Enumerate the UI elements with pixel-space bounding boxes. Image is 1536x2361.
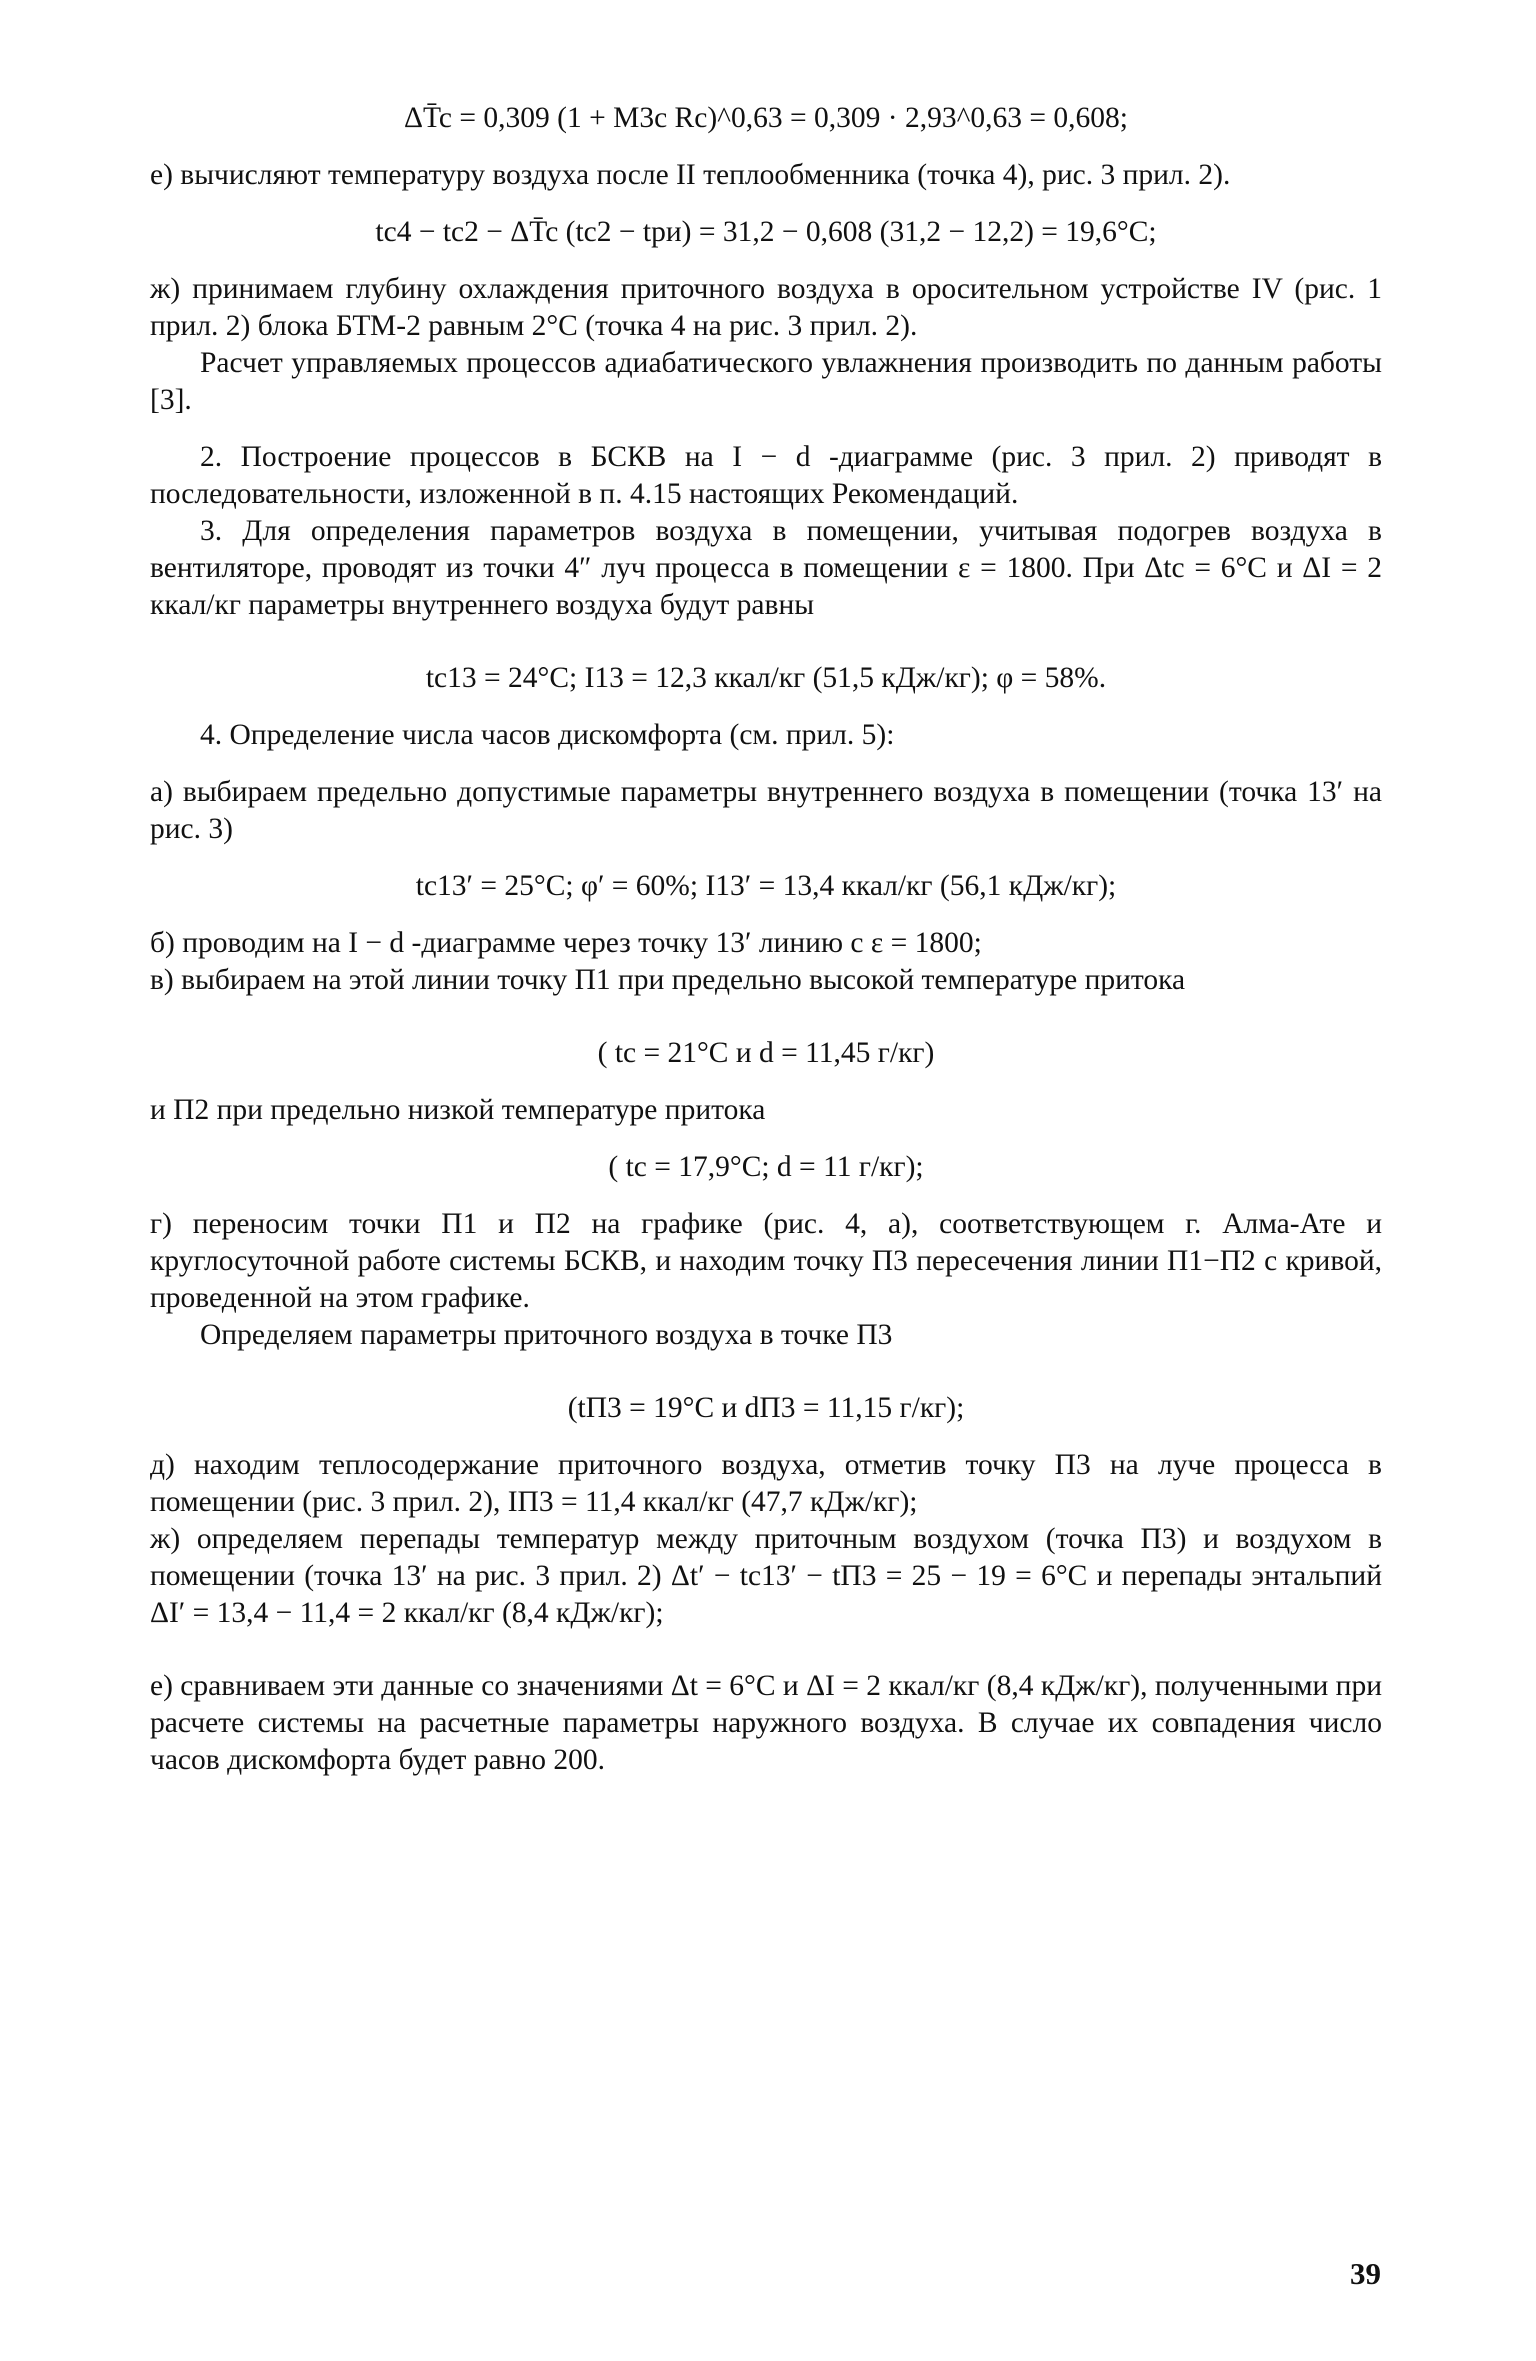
formula-p2: ( tc = 17,9°С; d = 11 г/кг);: [608, 1151, 924, 1183]
step-e-text: е) вычисляют температуру воздуха после II теплообменника (точка 4), рис. 3 прил. 2).: [150, 159, 1231, 191]
step-zh2-text: ж) определяем перепады температур между приточным воздухом (точка П3) и воздухом в помещении (точка 13′ на рис. 3 прил. 2) Δt′ − tc13′ − tП3 = 25 − 19 = 6°С и перепады энтальпий ΔI′ = 13,4 − 11,4 = 2 ккал/кг (8,4 кДж/кг);: [150, 1523, 1382, 1629]
section-4-heading: 4. Определение числа часов дискомфорта (см. прил. 5):: [200, 719, 895, 751]
adiabatic-text: Расчет управляемых процессов адиабатического увлажнения производить по данным работы [3].: [150, 347, 1382, 416]
step-a-text: а) выбираем предельно допустимые параметры внутреннего воздуха в помещении (точка 13′ на рис. 3): [150, 776, 1382, 845]
p3-params-text: Определяем параметры приточного воздуха в точке П3: [200, 1319, 893, 1351]
formula-p1: ( tc = 21°С и d = 11,45 г/кг): [597, 1037, 935, 1069]
page-number: 39: [1350, 2256, 1381, 2291]
step-v-text: в) выбираем на этой линии точку П1 при предельно высокой температуре притока: [150, 964, 1186, 996]
formula-room-params: tc13 = 24°С; I13 = 12,3 ккал/кг (51,5 кДж/кг); φ = 58%.: [425, 662, 1107, 694]
formula-point-13: tc13′ = 25°С; φ′ = 60%; I13′ = 13,4 ккал/кг (56,1 кДж/кг);: [415, 870, 1117, 902]
step-zh-text: ж) принимаем глубину охлаждения приточного воздуха в оросительном устройстве IV (рис. 1 прил. 2) блока БТМ-2 равным 2°С (точка 4 на рис. 3 прил. 2).: [150, 273, 1382, 342]
step-g-text: г) переносим точки П1 и П2 на графике (рис. 4, а), соответствующем г. Алма-Ате и круглосуточной работе системы БСКВ, и находим точку П3 пересечения линии П1−П2 с кривой, проведенной на этом графике.: [150, 1208, 1382, 1314]
step-e2-text: е) сравниваем эти данные со значениями Δt = 6°С и ΔI = 2 ккал/кг (8,4 кДж/кг), полученными при расчете системы на расчетные параметры наружного воздуха. В случае их совпадения число часов дискомфорта будет равно 200.: [150, 1670, 1382, 1776]
step-d-text: д) находим теплосодержание приточного воздуха, отметив точку П3 на луче процесса в помещении (рис. 3 прил. 2), IП3 = 11,4 ккал/кг (47,7 кДж/кг);: [150, 1449, 1382, 1518]
p2-text: и П2 при предельно низкой температуре притока: [150, 1094, 766, 1126]
formula-tc4: tc4 − tc2 − ΔT̄c (tc2 − tри) = 31,2 − 0,608 (31,2 − 12,2) = 19,6°С;: [375, 216, 1157, 248]
page-body: [150, 100, 1382, 1779]
section-3-text: 3. Для определения параметров воздуха в помещении, учитывая подогрев воздуха в вентиляторе, проводят из точки 4″ луч процесса в помещении ε = 1800. При Δtc = 6°С и ΔI = 2 ккал/кг параметры внутреннего воздуха будут равны: [150, 515, 1382, 621]
formula-p3: (tП3 = 19°С и dП3 = 11,15 г/кг);: [567, 1392, 965, 1424]
section-2-text: 2. Построение процессов в БСКВ на I − d -диаграмме (рис. 3 прил. 2) приводят в последовательности, изложенной в п. 4.15 настоящих Рекомендаций.: [150, 441, 1382, 510]
step-b-text: б) проводим на I − d -диаграмме через точку 13′ линию с ε = 1800;: [150, 927, 982, 959]
formula-delta-t: ΔT̄c = 0,309 (1 + M3c Rc)^0,63 = 0,309 · 2,93^0,63 = 0,608;: [403, 102, 1129, 134]
